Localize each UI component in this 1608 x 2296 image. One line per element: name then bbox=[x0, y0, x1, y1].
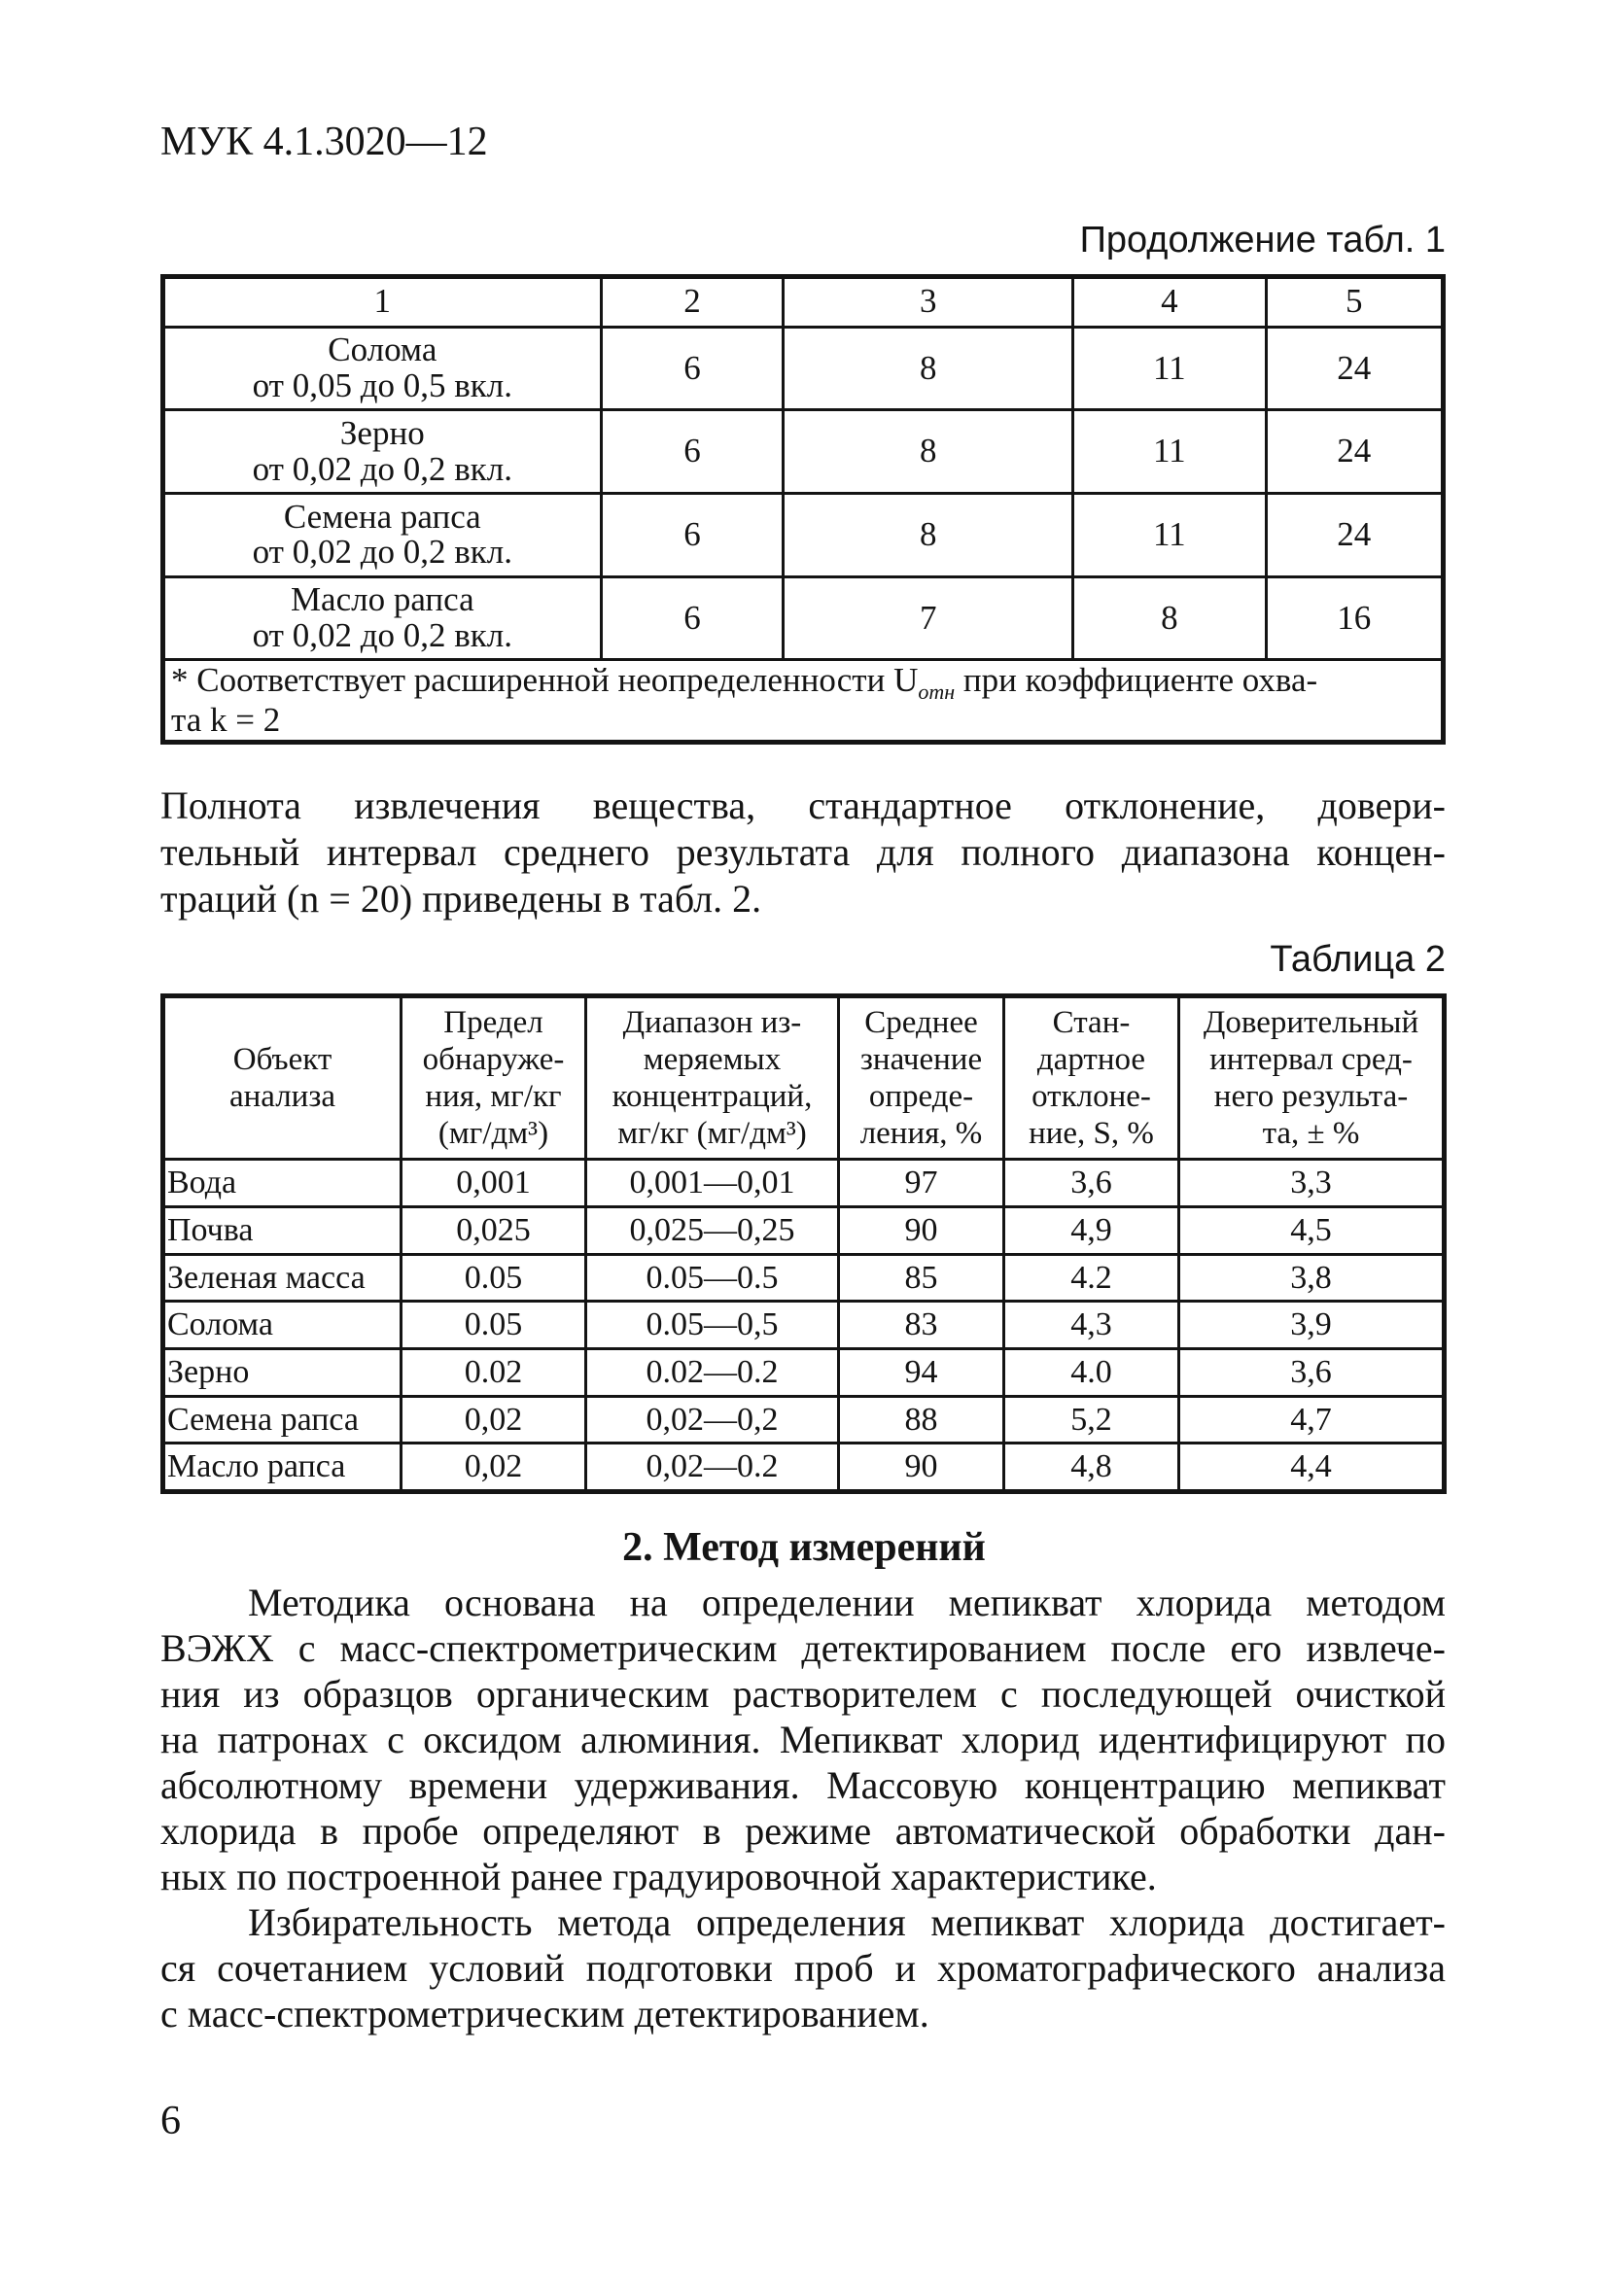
table-cell: 8 bbox=[1073, 576, 1266, 660]
table2-header-object: Объект анализа bbox=[163, 996, 402, 1160]
table-cell: 7 bbox=[784, 576, 1073, 660]
table-cell: 11 bbox=[1073, 410, 1266, 494]
text-line: тельный интервал среднего результата для полного диапазона концен- bbox=[160, 830, 1446, 874]
table1-object-cell: Масло рапса от 0,02 до 0,2 вкл. bbox=[163, 576, 602, 660]
text-line: ся сочетанием условий подготовки проб и хроматографического анализа bbox=[160, 1946, 1446, 1990]
table-cell: 16 bbox=[1266, 576, 1443, 660]
table-cell: 4,4 bbox=[1179, 1444, 1445, 1492]
text-line: хлорида в пробе определяют в режиме автоматической обработки дан- bbox=[160, 1809, 1446, 1853]
document-code: МУК 4.1.3020—12 bbox=[160, 120, 488, 164]
table1-object-cell: Семена рапса от 0,02 до 0,2 вкл. bbox=[163, 494, 602, 577]
table1-footnote: * Соответствует расширенной неопределенности $U_{отн}$ при коэффициенте охва- та k = 2 bbox=[163, 660, 1444, 743]
table-row bbox=[163, 1206, 1445, 1254]
table-cell: Зеленая масса bbox=[163, 1254, 402, 1302]
table-cell: 0,025 bbox=[402, 1206, 586, 1254]
table2-header-std: Стан- дартное отклоне- ние, S, % bbox=[1004, 996, 1179, 1160]
text-line: траций (n = 20) приведены в табл. 2. bbox=[160, 877, 762, 921]
table-cell: 0,001 bbox=[402, 1160, 586, 1207]
table-row bbox=[163, 327, 1444, 410]
table-cell: 6 bbox=[601, 494, 784, 577]
text-line: на патронах с оксидом алюминия. Мепикват хлорид идентифицируют по bbox=[160, 1718, 1446, 1761]
table1-col-number: 4 bbox=[1073, 277, 1266, 328]
table-cell: 0,025—0,25 bbox=[586, 1206, 839, 1254]
text-line: Полнота извлечения вещества, стандартное отклонение, довери- bbox=[160, 783, 1446, 827]
table-cell: 11 bbox=[1073, 327, 1266, 410]
text-line: абсолютному времени удерживания. Массовую концентрацию мепикват bbox=[160, 1763, 1446, 1807]
table2-header-mean: Среднее значение опреде- ления, % bbox=[839, 996, 1004, 1160]
paragraph-extraction-completeness bbox=[160, 783, 1446, 922]
table-row bbox=[163, 1160, 1445, 1207]
table-cell: 4,7 bbox=[1179, 1396, 1445, 1444]
table-cell: 24 bbox=[1266, 327, 1443, 410]
table-cell: 4,9 bbox=[1004, 1206, 1179, 1254]
table-cell: 11 bbox=[1073, 494, 1266, 577]
text-line: ных по построенной ранее градуировочной характеристике. bbox=[160, 1855, 1157, 1898]
table-cell: 24 bbox=[1266, 410, 1443, 494]
table-row bbox=[163, 1348, 1445, 1396]
paragraph-selectivity bbox=[160, 1899, 1446, 2036]
table-cell: 0.05 bbox=[402, 1302, 586, 1349]
table-cell: 8 bbox=[784, 494, 1073, 577]
table-cell: 0.05—0.5 bbox=[586, 1254, 839, 1302]
table-cell: 0,02—0.2 bbox=[586, 1444, 839, 1492]
table-cell: 8 bbox=[784, 410, 1073, 494]
section-title: 2. Метод измерений bbox=[622, 1525, 986, 1570]
table-row bbox=[163, 1396, 1445, 1444]
table-cell: 88 bbox=[839, 1396, 1004, 1444]
table1-caption: Продолжение табл. 1 bbox=[1079, 220, 1446, 261]
table-cell: 0,02 bbox=[402, 1396, 586, 1444]
table1-col-number: 2 bbox=[601, 277, 784, 328]
table-cell: 0.02 bbox=[402, 1348, 586, 1396]
table-cell: 83 bbox=[839, 1302, 1004, 1349]
table2-caption: Таблица 2 bbox=[1270, 939, 1446, 980]
table-cell: 0.02—0.2 bbox=[586, 1348, 839, 1396]
table-cell: 0.05 bbox=[402, 1254, 586, 1302]
table-row bbox=[163, 1254, 1445, 1302]
table1-col-number: 1 bbox=[163, 277, 602, 328]
table-cell: 3,6 bbox=[1004, 1160, 1179, 1207]
table-cell: Почва bbox=[163, 1206, 402, 1254]
table-cell: 6 bbox=[601, 576, 784, 660]
table-cell: 0,02 bbox=[402, 1444, 586, 1492]
table-cell: 4,8 bbox=[1004, 1444, 1179, 1492]
table-cell: 4.2 bbox=[1004, 1254, 1179, 1302]
table-cell: 0,001—0,01 bbox=[586, 1160, 839, 1207]
page-number: 6 bbox=[160, 2099, 181, 2143]
table-cell: 3,8 bbox=[1179, 1254, 1445, 1302]
table2-header-confidence: Доверительный интервал сред- него результа- та, ± % bbox=[1179, 996, 1445, 1160]
paragraph-method-description bbox=[160, 1580, 1446, 1899]
table-cell: 94 bbox=[839, 1348, 1004, 1396]
table-cell: Солома bbox=[163, 1302, 402, 1349]
table1-object-cell: Зерно от 0,02 до 0,2 вкл. bbox=[163, 410, 602, 494]
table-row bbox=[163, 494, 1444, 577]
table-cell: Семена рапса bbox=[163, 1396, 402, 1444]
table-cell: 4.0 bbox=[1004, 1348, 1179, 1396]
table-row bbox=[163, 410, 1444, 494]
table-cell: Зерно bbox=[163, 1348, 402, 1396]
table2 bbox=[160, 993, 1447, 1494]
table-row bbox=[163, 1444, 1445, 1492]
table-cell: 8 bbox=[784, 327, 1073, 410]
table1-footnote-row bbox=[163, 660, 1444, 743]
table-cell: Масло рапса bbox=[163, 1444, 402, 1492]
table1-object-cell: Солома от 0,05 до 0,5 вкл. bbox=[163, 327, 602, 410]
text-line: Избирательность метода определения мепикват хлорида достигает- bbox=[248, 1900, 1446, 1944]
table1-header-row bbox=[163, 277, 1444, 328]
table2-header-range: Диапазон из- меряемых концентраций, мг/кг (мг/дм³) bbox=[586, 996, 839, 1160]
table-cell: 0,02—0,2 bbox=[586, 1396, 839, 1444]
table-row bbox=[163, 576, 1444, 660]
table-cell: 24 bbox=[1266, 494, 1443, 577]
table-cell: 4,3 bbox=[1004, 1302, 1179, 1349]
table-cell: Вода bbox=[163, 1160, 402, 1207]
table-row bbox=[163, 1302, 1445, 1349]
table1-col-number: 3 bbox=[784, 277, 1073, 328]
table-cell: 97 bbox=[839, 1160, 1004, 1207]
table-cell: 3,9 bbox=[1179, 1302, 1445, 1349]
table-cell: 5,2 bbox=[1004, 1396, 1179, 1444]
table-cell: 3,6 bbox=[1179, 1348, 1445, 1396]
text-line: ния из образцов органическим растворителем с последующей очисткой bbox=[160, 1672, 1446, 1716]
table-cell: 6 bbox=[601, 410, 784, 494]
text-line: ВЭЖХ с масс-спектрометрическим детектированием после его извлече- bbox=[160, 1626, 1446, 1670]
table-cell: 4,5 bbox=[1179, 1206, 1445, 1254]
table1 bbox=[160, 274, 1446, 745]
table2-header-detection-limit: Предел обнаруже- ния, мг/кг (мг/дм³) bbox=[402, 996, 586, 1160]
table-cell: 90 bbox=[839, 1206, 1004, 1254]
table2-header-row bbox=[163, 996, 1445, 1160]
table-cell: 85 bbox=[839, 1254, 1004, 1302]
table-cell: 3,3 bbox=[1179, 1160, 1445, 1207]
text-line: Методика основана на определении мепикват хлорида методом bbox=[248, 1581, 1446, 1624]
text-line: с масс-спектрометрическим детектированием. bbox=[160, 1992, 929, 2035]
table-cell: 0.05—0,5 bbox=[586, 1302, 839, 1349]
table-cell: 90 bbox=[839, 1444, 1004, 1492]
table-cell: 6 bbox=[601, 327, 784, 410]
table1-col-number: 5 bbox=[1266, 277, 1443, 328]
